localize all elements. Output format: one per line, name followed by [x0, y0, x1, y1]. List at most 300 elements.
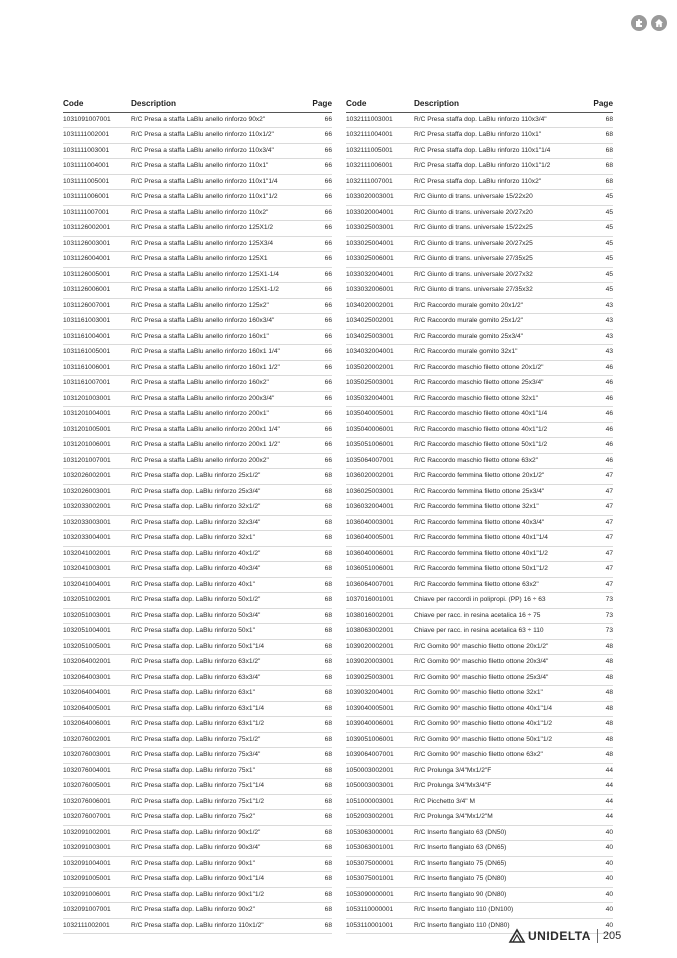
product-code: 1035025003001 — [346, 376, 414, 392]
page-ref: 40 — [589, 918, 613, 934]
page-header: Page — [308, 97, 332, 112]
table-row — [63, 903, 332, 919]
product-description: R/C Presa staffa dop. LaBlu rinforzo 50x1"1/4 — [131, 639, 308, 655]
product-code: 1032076006001 — [63, 794, 131, 810]
table-header — [346, 97, 613, 112]
product-description: R/C Presa staffa dop. LaBlu rinforzo 75x1/2" — [131, 732, 308, 748]
table-row — [63, 763, 332, 779]
product-code: 1032111005001 — [346, 143, 414, 159]
page-ref: 43 — [589, 314, 613, 330]
table-row — [346, 825, 613, 841]
product-description: R/C Gomito 90° maschio filetto ottone 25x3/4" — [414, 670, 589, 686]
page-ref: 68 — [308, 639, 332, 655]
page-ref: 66 — [308, 438, 332, 454]
puzzle-icon[interactable] — [631, 15, 647, 31]
page-ref: 68 — [589, 159, 613, 175]
product-code: 1034025002001 — [346, 314, 414, 330]
page-ref: 46 — [589, 422, 613, 438]
product-code: 1032033004001 — [63, 531, 131, 547]
table-row — [346, 577, 613, 593]
page-ref: 66 — [308, 159, 332, 175]
table-row — [346, 236, 613, 252]
table-row — [63, 407, 332, 423]
product-code: 1031161007001 — [63, 376, 131, 392]
table-row — [346, 639, 613, 655]
table-row — [63, 701, 332, 717]
product-description: R/C Raccordo maschio filetto ottone 25x3/4" — [414, 376, 589, 392]
page-ref: 66 — [308, 376, 332, 392]
table-row — [63, 298, 332, 314]
table-row — [346, 500, 613, 516]
product-code: 1032041004001 — [63, 577, 131, 593]
table-row — [63, 159, 332, 175]
product-code: 1031111003001 — [63, 143, 131, 159]
table-header — [63, 97, 332, 112]
page-ref: 66 — [308, 314, 332, 330]
product-description: R/C Presa a staffa LaBlu anello rinforzo 125X1-1/2 — [131, 283, 308, 299]
table-row — [63, 484, 332, 500]
product-code: 1053075000001 — [346, 856, 414, 872]
product-description: R/C Giunto di trans. universale 20/27x32 — [414, 267, 589, 283]
page-ref: 45 — [589, 252, 613, 268]
table-row — [346, 407, 613, 423]
table-row — [63, 624, 332, 640]
product-code: 1039064007001 — [346, 748, 414, 764]
product-description: R/C Presa staffa dop. LaBlu rinforzo 25x1/2" — [131, 469, 308, 485]
product-code: 1031201005001 — [63, 422, 131, 438]
page-ref: 40 — [589, 856, 613, 872]
page-ref: 47 — [589, 531, 613, 547]
page-ref: 66 — [308, 221, 332, 237]
product-description: R/C Raccordo femmina filetto ottone 20x1/2" — [414, 469, 589, 485]
product-code: 1053063000001 — [346, 825, 414, 841]
product-code: 1032076004001 — [63, 763, 131, 779]
page-ref: 48 — [589, 670, 613, 686]
page-ref: 68 — [308, 655, 332, 671]
product-description: R/C Presa a staffa LaBlu anello rinforzo 110x1" — [131, 159, 308, 175]
page-ref: 66 — [308, 422, 332, 438]
product-description: R/C Presa a staffa LaBlu anello rinforzo 200x3/4" — [131, 391, 308, 407]
page-ref: 47 — [589, 562, 613, 578]
page-ref: 68 — [308, 701, 332, 717]
table-row — [346, 360, 613, 376]
product-description: R/C Raccordo femmina filetto ottone 32x1" — [414, 500, 589, 516]
product-description: R/C Gomito 90° maschio filetto ottone 20x3/4" — [414, 655, 589, 671]
product-description: R/C Presa a staffa LaBlu anello rinforzo 200x1 1/2" — [131, 438, 308, 454]
product-code: 1036040005001 — [346, 531, 414, 547]
product-description: R/C Presa staffa dop. LaBlu rinforzo 75x2" — [131, 810, 308, 826]
product-code: 1031126004001 — [63, 252, 131, 268]
page-ref: 73 — [589, 608, 613, 624]
page-ref: 40 — [589, 887, 613, 903]
table-row — [63, 546, 332, 562]
page-ref: 48 — [589, 639, 613, 655]
table-row — [346, 701, 613, 717]
table-row — [63, 314, 332, 330]
page-ref: 40 — [589, 872, 613, 888]
product-description: R/C Inserto flangiato 110 (DN80) — [414, 918, 589, 934]
product-code: 1052003002001 — [346, 810, 414, 826]
product-code: 1050003002001 — [346, 763, 414, 779]
product-code: 1039040005001 — [346, 701, 414, 717]
product-description: Chiave per racc. in resina acetalica 16 ÷ 75 — [414, 608, 589, 624]
table-row — [63, 283, 332, 299]
table-row — [346, 531, 613, 547]
table-row — [346, 717, 613, 733]
table-row — [346, 655, 613, 671]
page-ref: 45 — [589, 283, 613, 299]
product-code: 1050003003001 — [346, 779, 414, 795]
product-code: 1032076003001 — [63, 748, 131, 764]
product-code: 1032051002001 — [63, 593, 131, 609]
page-ref: 68 — [308, 779, 332, 795]
table-row — [346, 143, 613, 159]
code-header: Code — [346, 97, 414, 112]
product-description: R/C Raccordo murale gomito 25x3/4" — [414, 329, 589, 345]
table-row — [63, 329, 332, 345]
product-code: 1035051006001 — [346, 438, 414, 454]
product-description: R/C Giunto di trans. universale 20/27x25 — [414, 236, 589, 252]
description-header: Description — [131, 97, 308, 112]
product-code: 1031111006001 — [63, 190, 131, 206]
table-row — [63, 639, 332, 655]
table-row — [346, 810, 613, 826]
product-code: 1032064004001 — [63, 686, 131, 702]
table-row — [63, 500, 332, 516]
table-row — [63, 345, 332, 361]
product-description: R/C Raccordo maschio filetto ottone 20x1/2" — [414, 360, 589, 376]
product-code: 1031126007001 — [63, 298, 131, 314]
product-code: 1033032004001 — [346, 267, 414, 283]
product-code: 1032091004001 — [63, 856, 131, 872]
table-row — [63, 779, 332, 795]
page-ref: 46 — [589, 360, 613, 376]
table-row — [63, 593, 332, 609]
footer-divider — [597, 929, 598, 943]
product-code: 1053090000001 — [346, 887, 414, 903]
product-code: 1032026002001 — [63, 469, 131, 485]
page-ref: 40 — [589, 825, 613, 841]
page-ref: 68 — [308, 918, 332, 934]
table-row — [346, 779, 613, 795]
table-row — [63, 686, 332, 702]
product-description: R/C Presa a staffa LaBlu anello rinforzo 125x2" — [131, 298, 308, 314]
page-ref: 47 — [589, 577, 613, 593]
product-code: 1032091002001 — [63, 825, 131, 841]
product-description: R/C Presa staffa dop. LaBlu rinforzo 90x2" — [131, 903, 308, 919]
table-row — [63, 794, 332, 810]
table-row — [346, 794, 613, 810]
product-description: R/C Giunto di trans. universale 15/22x25 — [414, 221, 589, 237]
product-description: R/C Raccordo maschio filetto ottone 32x1" — [414, 391, 589, 407]
product-code: 1036020002001 — [346, 469, 414, 485]
page-ref: 68 — [308, 810, 332, 826]
table-row — [346, 872, 613, 888]
page-ref: 68 — [308, 546, 332, 562]
product-description: R/C Presa a staffa LaBlu anello rinforzo 200x1" — [131, 407, 308, 423]
page-ref: 68 — [308, 577, 332, 593]
page-ref: 68 — [308, 872, 332, 888]
product-description: R/C Presa staffa dop. LaBlu rinforzo 90x1"1/2 — [131, 887, 308, 903]
product-description: R/C Presa staffa dop. LaBlu rinforzo 63x3/4" — [131, 670, 308, 686]
product-code: 1034032004001 — [346, 345, 414, 361]
table-row — [346, 546, 613, 562]
product-description: R/C Giunto di trans. universale 15/22x20 — [414, 190, 589, 206]
product-description: R/C Presa a staffa LaBlu anello rinforzo 110x1"1/4 — [131, 174, 308, 190]
page-ref: 68 — [308, 608, 332, 624]
product-code: 1032051004001 — [63, 624, 131, 640]
table-row — [63, 438, 332, 454]
page-ref: 73 — [589, 593, 613, 609]
page-ref: 43 — [589, 329, 613, 345]
table-row — [346, 252, 613, 268]
table-row — [63, 174, 332, 190]
table-row — [346, 112, 613, 128]
table-row — [63, 918, 332, 934]
product-description: R/C Presa a staffa LaBlu anello rinforzo 200x1 1/4" — [131, 422, 308, 438]
product-description: R/C Presa staffa dop. LaBlu rinforzo 50x1" — [131, 624, 308, 640]
product-code: 1032091005001 — [63, 872, 131, 888]
table-row — [346, 515, 613, 531]
product-description: R/C Raccordo maschio filetto ottone 40x1"1/4 — [414, 407, 589, 423]
page-ref: 68 — [308, 717, 332, 733]
product-code: 1032041003001 — [63, 562, 131, 578]
product-code: 1031201007001 — [63, 453, 131, 469]
page-ref: 48 — [589, 732, 613, 748]
product-description: R/C Gomito 90° maschio filetto ottone 63x2" — [414, 748, 589, 764]
table-row — [63, 112, 332, 128]
page-ref: 40 — [589, 841, 613, 857]
product-description: R/C Presa staffa dop. LaBlu rinforzo 110x3/4" — [414, 112, 589, 128]
page-ref: 66 — [308, 190, 332, 206]
table-row — [63, 267, 332, 283]
table-row — [346, 484, 613, 500]
product-description: R/C Presa staffa dop. LaBlu rinforzo 110x1"1/2 — [414, 159, 589, 175]
product-code: 1034020002001 — [346, 298, 414, 314]
product-description: R/C Presa staffa dop. LaBlu rinforzo 75x3/4" — [131, 748, 308, 764]
product-description: R/C Presa staffa dop. LaBlu rinforzo 50x3/4" — [131, 608, 308, 624]
product-description: R/C Presa staffa dop. LaBlu rinforzo 63x1"1/2 — [131, 717, 308, 733]
product-description: R/C Gomito 90° maschio filetto ottone 32x1" — [414, 686, 589, 702]
product-description: R/C Presa staffa dop. LaBlu rinforzo 110x1"1/4 — [414, 143, 589, 159]
page-ref: 68 — [308, 562, 332, 578]
page-ref: 48 — [589, 717, 613, 733]
product-description: R/C Raccordo murale gomito 32x1" — [414, 345, 589, 361]
table-row — [63, 841, 332, 857]
page-ref: 73 — [589, 624, 613, 640]
page-ref: 66 — [308, 298, 332, 314]
table-row — [346, 174, 613, 190]
product-description: R/C Inserto flangiato 63 (DN65) — [414, 841, 589, 857]
table-row — [63, 608, 332, 624]
product-description: R/C Presa staffa dop. LaBlu rinforzo 110x1" — [414, 128, 589, 144]
page-ref: 68 — [308, 469, 332, 485]
table-row — [63, 732, 332, 748]
unidelta-logo-icon — [508, 928, 526, 944]
table-row — [346, 748, 613, 764]
product-code: 1032111003001 — [346, 112, 414, 128]
product-description: R/C Presa a staffa LaBlu anello rinforzo 160x3/4" — [131, 314, 308, 330]
product-code: 1031201004001 — [63, 407, 131, 423]
product-code: 1033032006001 — [346, 283, 414, 299]
table-row — [63, 190, 332, 206]
page-ref: 48 — [589, 748, 613, 764]
product-code: 1035040005001 — [346, 407, 414, 423]
product-description: R/C Presa staffa dop. LaBlu rinforzo 63x1/2" — [131, 655, 308, 671]
product-description: R/C Raccordo femmina filetto ottone 40x1"1/4 — [414, 531, 589, 547]
index-table-right — [346, 97, 613, 934]
product-code: 1053075001001 — [346, 872, 414, 888]
product-description: R/C Presa staffa dop. LaBlu rinforzo 90x3/4" — [131, 841, 308, 857]
top-icons — [631, 15, 667, 31]
page-ref: 45 — [589, 236, 613, 252]
page-ref: 46 — [589, 376, 613, 392]
product-code: 1036032004001 — [346, 500, 414, 516]
product-description: R/C Presa a staffa LaBlu anello rinforzo 110x1"1/2 — [131, 190, 308, 206]
page-ref: 40 — [589, 903, 613, 919]
product-code: 1032051005001 — [63, 639, 131, 655]
table-row — [346, 593, 613, 609]
page-ref: 47 — [589, 500, 613, 516]
table-row — [346, 562, 613, 578]
table-row — [63, 856, 332, 872]
product-description: R/C Presa staffa dop. LaBlu rinforzo 75x1" — [131, 763, 308, 779]
table-row — [346, 345, 613, 361]
product-code: 1053063001001 — [346, 841, 414, 857]
product-description: R/C Raccordo femmina filetto ottone 63x2" — [414, 577, 589, 593]
index-table-left — [63, 97, 332, 934]
product-code: 1032111004001 — [346, 128, 414, 144]
product-description: R/C Presa staffa dop. LaBlu rinforzo 40x3/4" — [131, 562, 308, 578]
product-description: R/C Presa a staffa LaBlu anello rinforzo 90x2" — [131, 112, 308, 128]
product-description: R/C Presa a staffa LaBlu anello rinforzo 160x1 1/2" — [131, 360, 308, 376]
table-row — [346, 608, 613, 624]
table-row — [346, 267, 613, 283]
table-row — [63, 562, 332, 578]
product-code: 1032091006001 — [63, 887, 131, 903]
page-ref: 66 — [308, 112, 332, 128]
page-ref: 68 — [308, 670, 332, 686]
page-ref: 48 — [589, 686, 613, 702]
table-row — [63, 221, 332, 237]
table-row — [346, 686, 613, 702]
product-description: R/C Presa a staffa LaBlu anello rinforzo 125X1 — [131, 252, 308, 268]
product-description: R/C Raccordo murale gomito 20x1/2" — [414, 298, 589, 314]
page-ref: 66 — [308, 453, 332, 469]
table-row — [346, 732, 613, 748]
table-row — [63, 531, 332, 547]
product-code: 1032064002001 — [63, 655, 131, 671]
product-description: R/C Presa a staffa LaBlu anello rinforzo 110x1/2" — [131, 128, 308, 144]
page-ref: 66 — [308, 252, 332, 268]
page-ref: 68 — [308, 531, 332, 547]
product-code: 1031161004001 — [63, 329, 131, 345]
page-ref: 47 — [589, 469, 613, 485]
page-ref: 68 — [308, 856, 332, 872]
product-code: 1037016001001 — [346, 593, 414, 609]
product-code: 1033020004001 — [346, 205, 414, 221]
product-description: R/C Prolunga 3/4"Mx1/2"F — [414, 763, 589, 779]
table-row — [63, 143, 332, 159]
product-description: R/C Presa a staffa LaBlu anello rinforzo 160x2" — [131, 376, 308, 392]
table-row — [346, 205, 613, 221]
page-ref: 66 — [308, 205, 332, 221]
product-code: 1032051003001 — [63, 608, 131, 624]
page-ref: 68 — [308, 686, 332, 702]
product-description: R/C Presa staffa dop. LaBlu rinforzo 25x3/4" — [131, 484, 308, 500]
product-code: 1031201006001 — [63, 438, 131, 454]
home-icon[interactable] — [651, 15, 667, 31]
page-header: Page — [589, 97, 613, 112]
product-description: R/C Presa a staffa LaBlu anello rinforzo 125X3/4 — [131, 236, 308, 252]
page-ref: 45 — [589, 267, 613, 283]
table-row — [346, 438, 613, 454]
table-row — [63, 205, 332, 221]
page-ref: 48 — [589, 701, 613, 717]
brand-name: UNIDELTA — [528, 929, 591, 943]
product-code: 1032026003001 — [63, 484, 131, 500]
table-row — [63, 872, 332, 888]
product-description: R/C Raccordo femmina filetto ottone 50x1"1/2 — [414, 562, 589, 578]
table-row — [63, 748, 332, 764]
product-code: 1036064007001 — [346, 577, 414, 593]
table-row — [346, 670, 613, 686]
product-code: 1032041002001 — [63, 546, 131, 562]
product-description: R/C Gomito 90° maschio filetto ottone 40x1"1/4 — [414, 701, 589, 717]
product-code: 1031111004001 — [63, 159, 131, 175]
product-description: R/C Inserto flangiato 90 (DN80) — [414, 887, 589, 903]
product-code: 1031161005001 — [63, 345, 131, 361]
table-row — [346, 453, 613, 469]
table-row — [346, 391, 613, 407]
product-description: R/C Presa a staffa LaBlu anello rinforzo 110x2" — [131, 205, 308, 221]
product-description: R/C Presa a staffa LaBlu anello rinforzo 125X1-1/4 — [131, 267, 308, 283]
product-description: Chiave per racc. in resina acetalica 63 ÷ 110 — [414, 624, 589, 640]
product-description: R/C Presa staffa dop. LaBlu rinforzo 90x1"1/4 — [131, 872, 308, 888]
product-code: 1039020002001 — [346, 639, 414, 655]
product-description: R/C Presa a staffa LaBlu anello rinforzo 125X1/2 — [131, 221, 308, 237]
product-code: 1032064006001 — [63, 717, 131, 733]
table-row — [63, 360, 332, 376]
product-code: 1036040006001 — [346, 546, 414, 562]
table-row — [63, 515, 332, 531]
product-code: 1053110001001 — [346, 918, 414, 934]
table-row — [346, 159, 613, 175]
product-code: 1035040006001 — [346, 422, 414, 438]
product-code: 1035032004001 — [346, 391, 414, 407]
page-ref: 66 — [308, 236, 332, 252]
page-ref: 68 — [589, 143, 613, 159]
table-row — [63, 577, 332, 593]
table-row — [346, 903, 613, 919]
product-code: 1032033003001 — [63, 515, 131, 531]
table-row — [63, 236, 332, 252]
table-row — [63, 422, 332, 438]
product-code: 1032091003001 — [63, 841, 131, 857]
product-description: R/C Presa staffa dop. LaBlu rinforzo 110x1/2" — [131, 918, 308, 934]
product-description: R/C Inserto flangiato 75 (DN80) — [414, 872, 589, 888]
table-row — [63, 810, 332, 826]
table-row — [346, 283, 613, 299]
page-ref: 68 — [308, 732, 332, 748]
product-code: 1031126003001 — [63, 236, 131, 252]
product-description: R/C Presa staffa dop. LaBlu rinforzo 40x1" — [131, 577, 308, 593]
page-ref: 68 — [308, 887, 332, 903]
page-ref: 66 — [308, 360, 332, 376]
page-ref: 44 — [589, 763, 613, 779]
product-code: 1035020002001 — [346, 360, 414, 376]
page-ref: 68 — [308, 841, 332, 857]
